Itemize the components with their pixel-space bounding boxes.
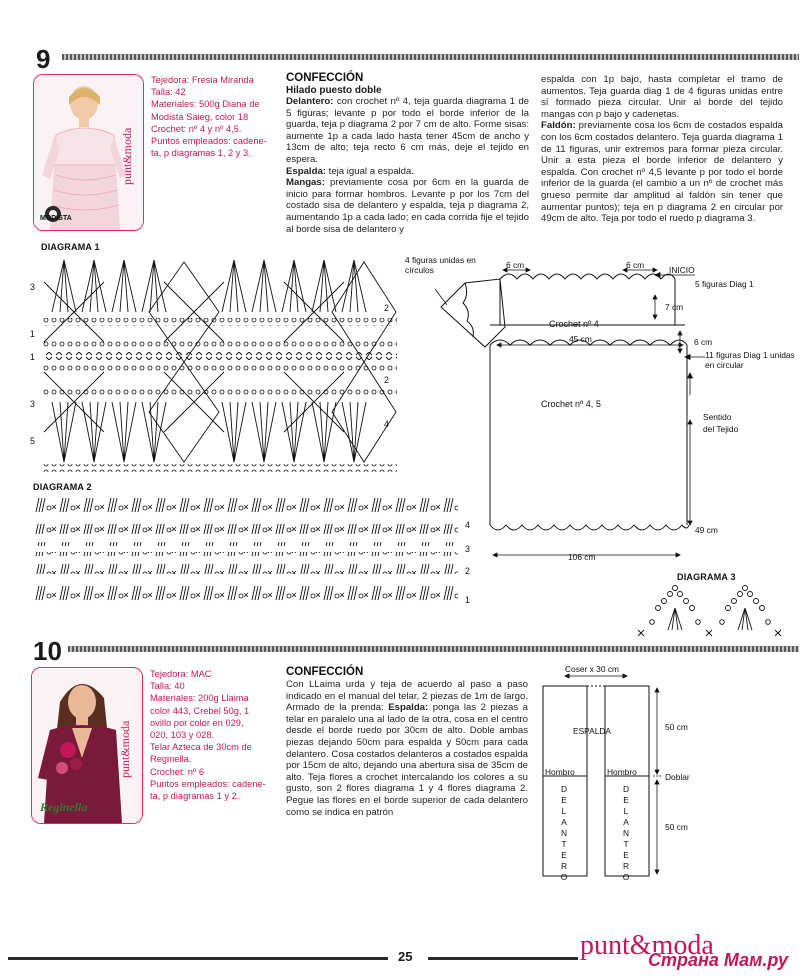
- header-rule: [62, 54, 799, 60]
- dim-106cm: 106 cm: [568, 552, 596, 562]
- dim-50cm-top: 50 cm: [665, 722, 688, 732]
- paragraph-continued: [541, 74, 783, 120]
- dim-49cm: 49 cm: [695, 525, 718, 535]
- text-mangas: previamente cosa por 6cm en la guarda de inicio para formar hombros. Levante p por los 7cm del costado sisa de delantero y espalda, teja p diagrama 2, aumentando 1p a cada lado; en cada corrida fije el tejido al borde sisa de delantero y: [286, 177, 529, 235]
- d1-row-label: 1: [30, 352, 35, 362]
- pattern-number-10: 10: [33, 636, 62, 666]
- text-espalda: ponga las 2 piezas a telar en paralelo una al lado de la otra, cosa en el centro desde el borde ruedo por 30cm de alto. Doble ambas piezas dejando 50cm para espalda y 50cm para cada delantero. Cosa costados delanteros a costados espalda por 15cm de alto, dejando una abertura sisa de 35cm de alto. Teja flores a crochet intercalando los colores a su gusto, son 2 flores diagrama 1 y 4 flores diagrama 2. Pegue las flores en el borde superior de cada delantero como se indica en patrón: [286, 702, 528, 818]
- text-faldon: previamente cosa los 6cm de costados espalda con los 6cm costados delantero. Teja guarda diagrama 1 de 11 figuras, unir extremos para formar pieza circular. Unir a esta pieza el borde inferior de delantero y espalda. Con crochet nº 4,5 levante p por todo el borde inferior de la guarda (el cambio a un nº de crochet más grueso permite dar amplitud al faldón sin tener que aumentar puntos); teja en p diagrama 2 en circular por 49cm de alto. Teja por todo el ruedo p diagrama 3.: [541, 120, 783, 225]
- confeccion-column-2: [541, 74, 783, 225]
- info-block-9: [151, 74, 267, 159]
- brand-vertical-10: punt&moda: [118, 720, 132, 778]
- hombro-right: Hombro: [607, 767, 637, 777]
- info-line: Crochet: nº 4 y nº 4,5.: [151, 123, 242, 134]
- body-paragraphs: [286, 679, 528, 818]
- fig5-label: 5 figuras Diag 1: [695, 279, 754, 289]
- crochet4-label: Crochet nº 4: [549, 319, 599, 329]
- crochet45-label: Crochet nº 4, 5: [541, 399, 601, 409]
- brand-vertical-9: punt&moda: [120, 127, 134, 185]
- text-delantero: con crochet nº 4, teja guarda diagrama 1 de 5 figuras; levante p por todo el borde inferior de la guarda, teja p diagrama 2 por 7 cm de alto. Forme sisas: aumente 1p a cada lado hasta tener 45cm de ancho y 13cm de alto; teja recto 6 cm más, deje el tejido en espera.: [286, 96, 529, 165]
- modista-logo: MODISTA: [40, 215, 72, 222]
- d2-row-label: 1: [465, 595, 470, 605]
- info-line: Reginella.: [150, 754, 192, 765]
- espalda-label: ESPALDA: [573, 726, 612, 736]
- footer-brand: punt&moda: [580, 930, 714, 961]
- section-title: CONFECCIÓN: [286, 666, 364, 678]
- info-line: Talla: 40: [150, 681, 185, 692]
- info-line: Modista Saieg, color 18: [151, 111, 249, 122]
- diagram1-chart: [30, 252, 409, 474]
- info-line: color 443, Crebel 50g, 1: [150, 705, 250, 716]
- paragraph-mangas: [286, 177, 529, 235]
- reginella-logo: Reginella: [40, 800, 88, 814]
- info-line: Telar Azteca de 30cm de: [150, 742, 252, 753]
- label-mangas: Mangas:: [286, 177, 325, 189]
- footer-rule-right: [428, 957, 578, 960]
- text-continued: espalda con 1p bajo, hasta completar el tramo de aumentos. Teja guarda diag 1 de 4 figuras unidas entre sí formado pieza circular. Unir al borde del tejido mangas con p bajo y cadenetas.: [541, 74, 783, 120]
- diagram3-chart: [630, 582, 790, 638]
- dim-6cm-side: 6 cm: [694, 337, 713, 347]
- d1-row-label: 3: [30, 399, 35, 409]
- pattern-number-9: 9: [36, 44, 51, 74]
- label-faldon: Faldón:: [541, 120, 576, 132]
- label-delantero: Delantero:: [286, 96, 334, 107]
- d2-row-label: 3: [465, 544, 470, 554]
- dim-45cm: 45 cm: [569, 334, 592, 344]
- page-number: 25: [398, 949, 413, 964]
- body-paragraphs: [286, 96, 529, 235]
- delantero-left: DELANTERO: [560, 784, 568, 882]
- info-line: Materiales: 500g Diana de: [151, 99, 260, 110]
- paragraph-espalda: [286, 166, 529, 178]
- info-line: Talla: 42: [151, 87, 186, 98]
- label-espalda: Espalda:: [388, 702, 429, 714]
- info-line: Tejedora: MAC: [150, 669, 212, 679]
- sleeve-note: 4 figuras unidas en círculos: [405, 255, 476, 275]
- info-line: ta, p diagramas 1 y 2.: [150, 791, 240, 802]
- info-block-10: [150, 668, 266, 802]
- section-title: CONFECCIÓN: [286, 72, 364, 84]
- label-espalda: Espalda:: [286, 165, 326, 177]
- info-line: Puntos empleados: cadene-: [151, 136, 267, 147]
- info-line: Materiales: 200g Llaima: [150, 693, 249, 704]
- model-photo-9: [33, 74, 144, 231]
- watermark: Страна Мам.ру: [648, 950, 788, 970]
- diagram2-label: DIAGRAMA 2: [33, 482, 92, 492]
- delantero-right: DELANTERO: [622, 784, 630, 882]
- confeccion-10: [286, 666, 528, 818]
- info-line: Tejedora: Fresia Miranda: [151, 75, 254, 85]
- info-line: ta, p diagramas 1, 2 y 3.: [151, 148, 251, 159]
- garment-schematic-9: [405, 255, 800, 585]
- d1-row-label: 3: [30, 282, 35, 292]
- d1-row-label-right: 4: [384, 419, 389, 429]
- text-espalda: teja igual a espalda.: [326, 165, 415, 177]
- sentido-label: Sentido del Tejido: [703, 412, 739, 434]
- dim-6cm-right: 6 cm: [626, 260, 645, 270]
- info-line: Puntos empleados: cadene-: [150, 778, 266, 789]
- d1-row-label-right: 2: [384, 303, 389, 313]
- info-line: Crochet: nº 6: [150, 766, 205, 777]
- d1-row-label: 1: [30, 329, 35, 339]
- diagram3-symbols: [630, 582, 790, 638]
- footer-rule-left: [8, 957, 388, 960]
- d1-row-label: 5: [30, 436, 35, 446]
- confeccion-column-1: [286, 72, 529, 235]
- diagram1-label: DIAGRAMA 1: [41, 242, 100, 252]
- info-line: ovillo por color en 029,: [150, 717, 244, 728]
- model-photo-10: [31, 667, 143, 824]
- diagram2-symbols: [33, 494, 463, 614]
- fig11-label: 11 figuras Diag 1 unidas en circular: [705, 350, 795, 370]
- d2-row-label: 4: [465, 520, 470, 530]
- paragraph-delantero: [286, 96, 529, 166]
- coser-label: Coser x 30 cm: [565, 664, 619, 674]
- hombro-left: Hombro: [545, 767, 575, 777]
- section-subtitle: Hilado puesto doble: [286, 85, 382, 96]
- info-line: 020, 103 y 028.: [150, 730, 215, 741]
- paragraph-faldon: [541, 120, 783, 224]
- inicio-label: INICIO: [669, 265, 695, 275]
- garment-schematic-10: [535, 660, 745, 880]
- diagram1-symbols: [34, 252, 409, 474]
- d1-row-label-right: 2: [384, 375, 389, 385]
- dim-7cm: 7 cm: [665, 302, 684, 312]
- diagram3-label: DIAGRAMA 3: [677, 572, 736, 582]
- dim-50cm-bottom: 50 cm: [665, 822, 688, 832]
- doblar-label: Doblar: [665, 772, 690, 782]
- d2-row-label: 2: [465, 566, 470, 576]
- dim-6cm-left: 6 cm: [506, 260, 525, 270]
- text-intro: Con LLaima urda y teja de acuerdo al paso a paso indicado en el manual del telar, 2 piezas de 1m de largo. Armado de la prenda:: [286, 679, 528, 714]
- header-rule: [68, 646, 799, 652]
